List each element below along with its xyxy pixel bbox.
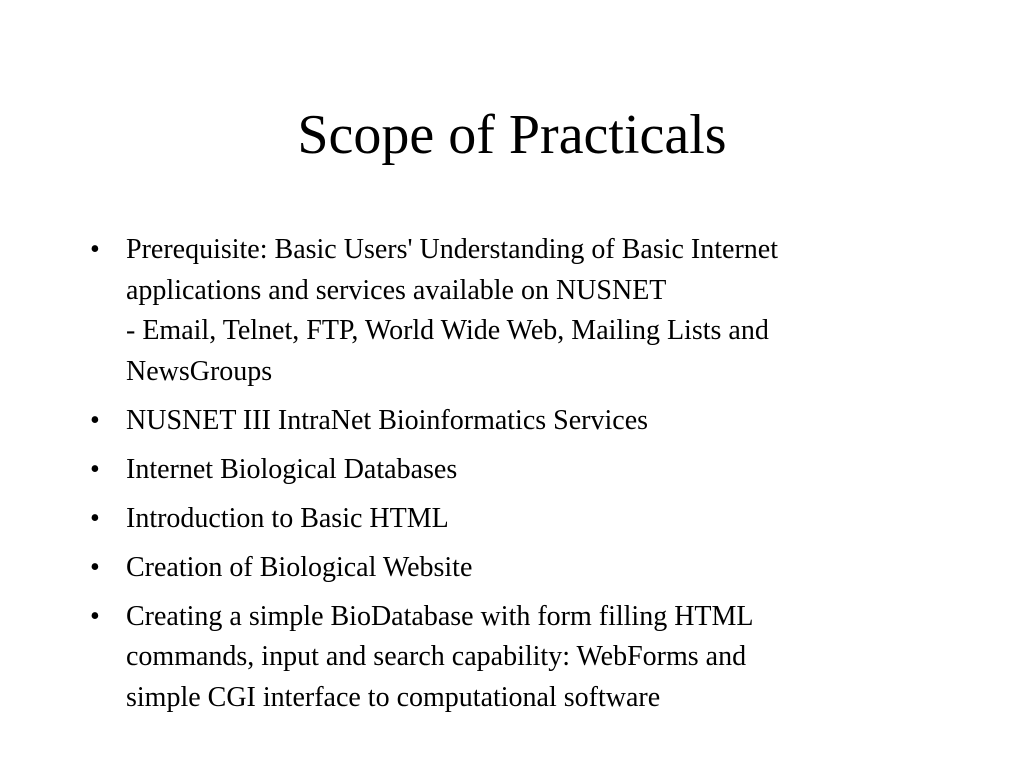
bullet-icon: • <box>90 404 100 436</box>
bullet-icon: • <box>90 600 100 632</box>
bullet-icon: • <box>90 234 100 265</box>
bullet-item-prerequisite <box>90 230 950 392</box>
bullet-item-intranet <box>90 401 950 442</box>
bullet-text-line: Creating a simple BioDatabase with form filling HTML <box>126 600 754 632</box>
bullet-text-line: commands, input and search capability: WebForms and <box>126 641 747 672</box>
bullet-item-website <box>90 548 950 589</box>
slide-title: Scope of Practicals <box>297 104 727 166</box>
bullet-text-line: NUSNET III IntraNet Bioinformatics Services <box>126 404 649 436</box>
bullet-icon: • <box>90 502 100 534</box>
bullet-item-biodatabase <box>90 597 950 719</box>
bullet-text-line: NewsGroups <box>126 355 273 387</box>
bullet-icon: • <box>90 453 100 485</box>
bullet-text-line: - Email, Telnet, FTP, World Wide Web, Mailing Lists and <box>126 315 769 346</box>
bullet-icon: • <box>90 551 100 583</box>
bullet-text-line: Introduction to Basic HTML <box>126 502 449 534</box>
bullet-list <box>90 230 950 727</box>
bullet-item-databases <box>90 450 950 491</box>
bullet-text-line: Internet Biological Databases <box>126 453 458 485</box>
bullet-text-line: applications and services available on NUSNET <box>126 274 667 306</box>
bullet-text-line: simple CGI interface to computational software <box>126 681 661 713</box>
bullet-text-line: Prerequisite: Basic Users' Understanding of Basic Internet <box>126 234 778 265</box>
bullet-text-line: Creation of Biological Website <box>126 551 473 583</box>
bullet-item-html <box>90 499 950 540</box>
